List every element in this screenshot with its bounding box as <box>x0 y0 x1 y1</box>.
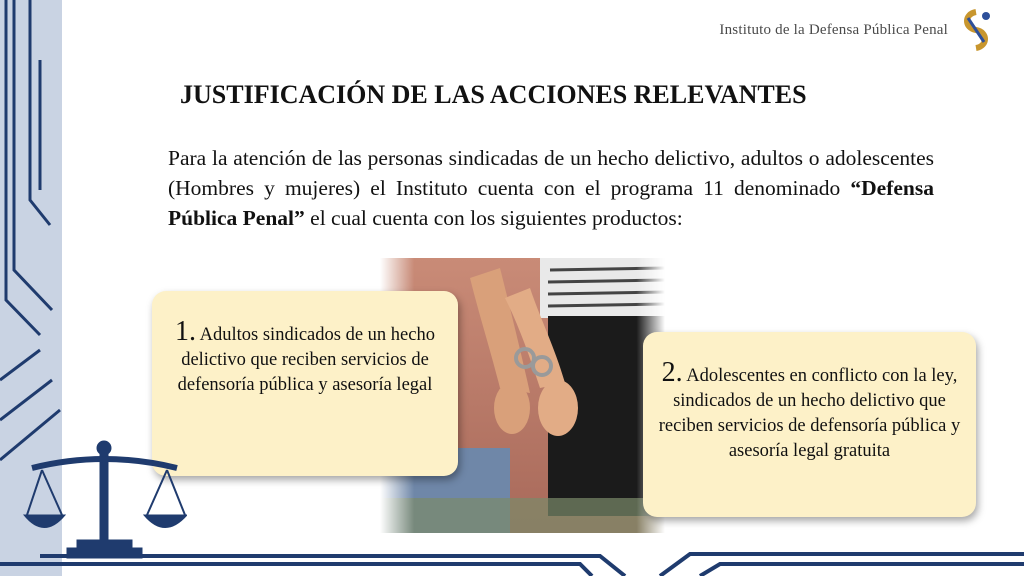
intro-text-part1: Para la atención de las personas sindicadas de un hecho delictivo, adultos o adolescentes (Hombres y mujeres) el Instituto cuenta con el programa 11 denominado <box>168 146 934 200</box>
product-text-2: Adolescentes en conflicto con la ley, sindicados de un hecho delictivo que reciben servicios de defensoría pública y asesoría legal gratuita <box>658 366 961 461</box>
institution-name: Instituto de la Defensa Pública Penal <box>719 22 948 38</box>
product-number-1: 1. <box>175 316 197 347</box>
intro-paragraph <box>168 143 934 233</box>
program-name: “Defensa Pública Penal” <box>168 176 934 230</box>
bottom-decorative-lines <box>0 546 1024 576</box>
product-card-2 <box>643 332 976 517</box>
product-number-2: 2. <box>661 357 683 388</box>
product-text-1: Adultos sindicados de un hecho delictivo que reciben servicios de defensoría pública y asesoría legal <box>177 325 435 395</box>
intro-text-part2: el cual cuenta con los siguientes productos: <box>304 206 683 230</box>
slide-title: JUSTIFICACIÓN DE LAS ACCIONES RELEVANTES <box>180 80 807 109</box>
institution-logo-icon <box>954 8 998 52</box>
product-card-1 <box>152 291 458 476</box>
scales-of-justice-icon <box>22 440 187 560</box>
